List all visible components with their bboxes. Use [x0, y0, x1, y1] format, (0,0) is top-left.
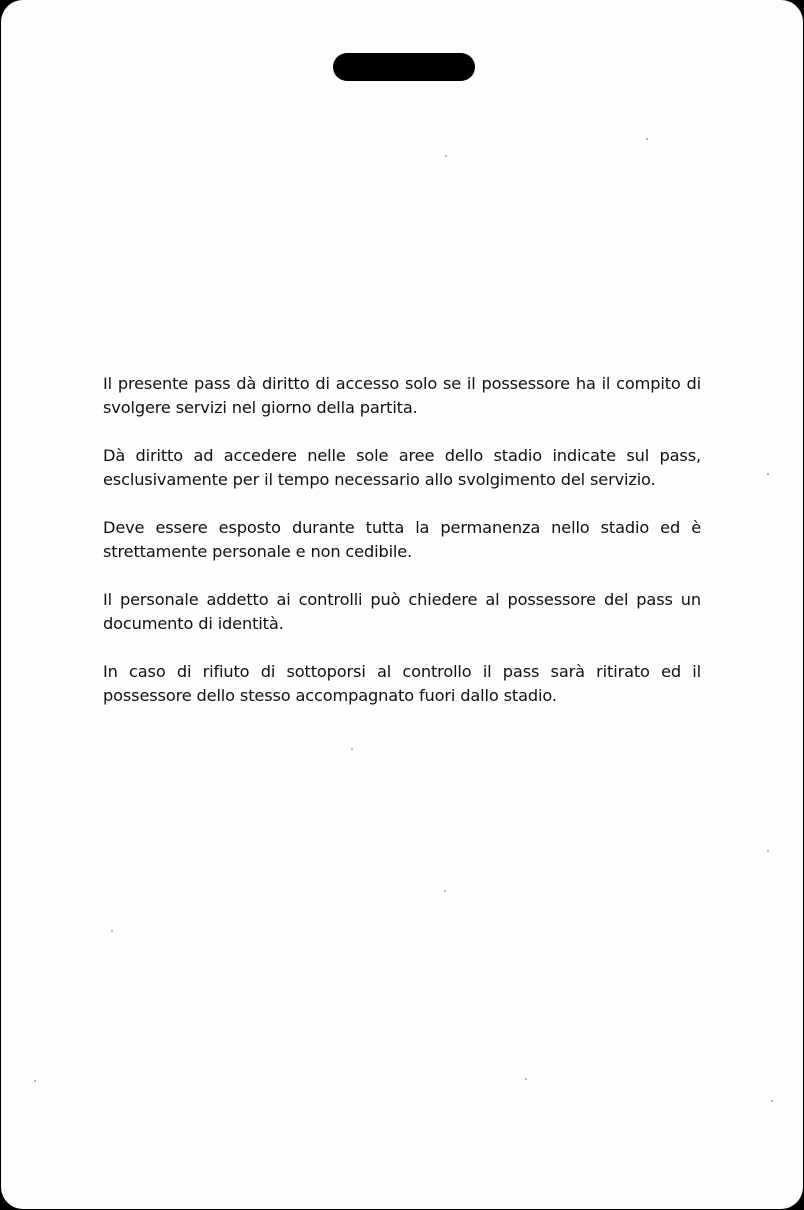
dust-speck: [445, 155, 447, 157]
dust-speck: [646, 138, 648, 140]
pass-card-back: [1, 0, 803, 1209]
dust-speck: [444, 890, 446, 892]
dust-speck: [767, 850, 769, 852]
dust-speck: [771, 1100, 773, 1102]
dust-speck: [767, 473, 769, 475]
lanyard-slot: [333, 53, 475, 81]
terms-paragraph-1: Il presente pass dà diritto di accesso solo se il possessore ha il compito di svolgere servizi nel giorno della partita.: [103, 374, 701, 417]
pass-terms: [103, 372, 701, 732]
dust-speck: [111, 930, 113, 932]
dust-speck: [34, 1080, 36, 1082]
terms-paragraph-4: Il personale addetto ai controlli può chiedere al possessore del pass un documento di identità.: [103, 590, 701, 633]
terms-paragraph-2: Dà diritto ad accedere nelle sole aree dello stadio indicate sul pass, esclusivamente per il tempo necessario allo svolgimento del servizio.: [103, 446, 701, 489]
dust-speck: [525, 1078, 527, 1080]
terms-paragraph-3: Deve essere esposto durante tutta la permanenza nello stadio ed è strettamente personale e non cedibile.: [103, 518, 701, 561]
terms-paragraph-5: In caso di rifiuto di sottoporsi al controllo il pass sarà ritirato ed il possessore dello stesso accompagnato fuori dallo stadio.: [103, 662, 701, 705]
dust-speck: [351, 748, 353, 750]
